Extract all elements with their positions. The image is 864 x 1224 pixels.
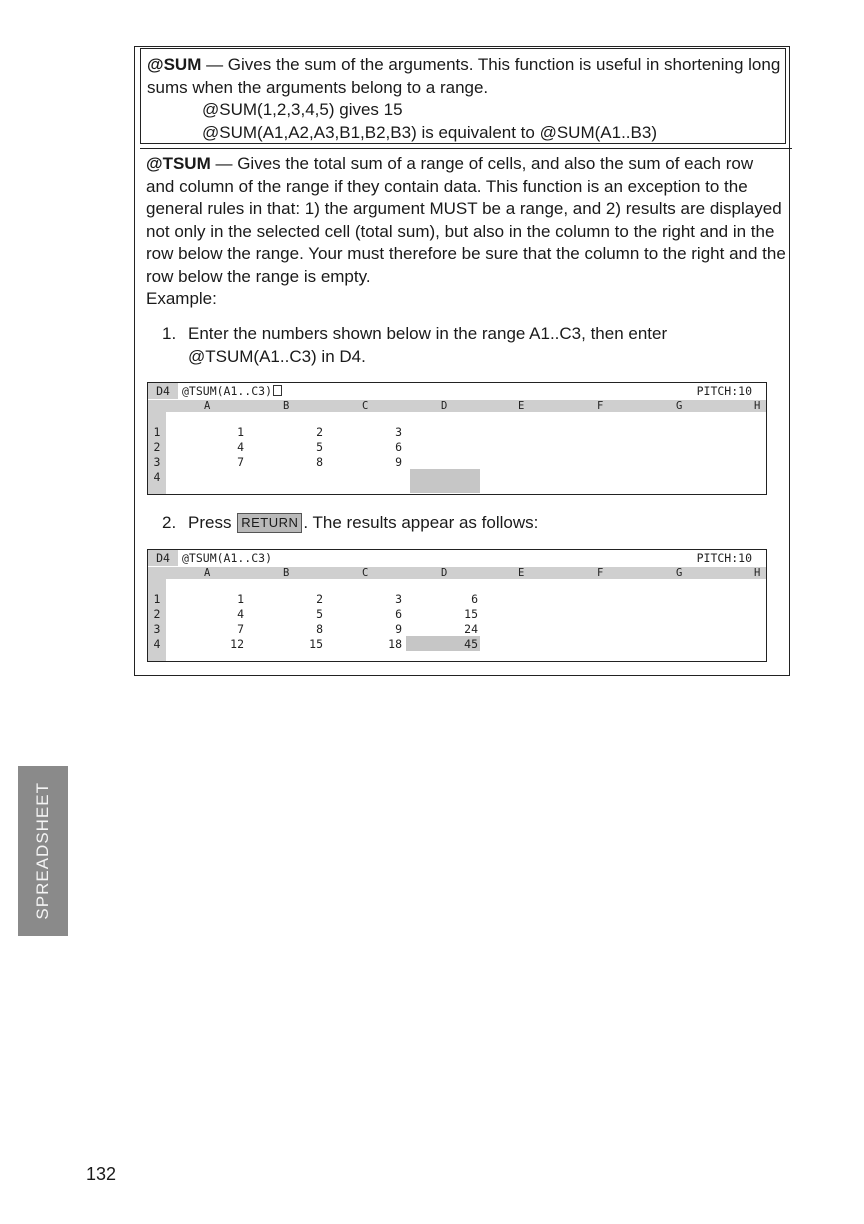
column-header-a: A (204, 567, 211, 579)
row-header-4: 4 (153, 637, 161, 651)
cell-b1: 2 (316, 592, 323, 606)
cell-b1: 2 (316, 425, 323, 439)
row-header-4: 4 (153, 470, 161, 484)
row-header-1: 1 (153, 425, 161, 439)
cell-b4: 15 (309, 637, 323, 651)
page-number: 132 (86, 1164, 117, 1184)
step-1-text-line1: Enter the numbers shown below in the range A1..C3, then enter (188, 324, 668, 343)
cell-d1: 6 (471, 592, 478, 606)
pitch-indicator: PITCH:10 (696, 551, 752, 565)
cell-c2: 6 (395, 440, 402, 454)
cell-d2: 15 (464, 607, 478, 621)
step-2 (162, 512, 538, 535)
row-header-1: 1 (153, 592, 161, 606)
cell-c3: 9 (395, 622, 402, 636)
cell-c3: 9 (395, 455, 402, 469)
step-2-text-after: . The results appear as follows: (303, 513, 539, 532)
cell-a3: 7 (237, 455, 244, 469)
column-header-a: A (204, 400, 211, 412)
cell-b2: 5 (316, 607, 323, 621)
row-header-2: 2 (153, 607, 161, 621)
column-header-e: E (518, 400, 525, 412)
sum-description-text: — Gives the sum of the arguments. This function is useful in shortening long sums when the arguments belong to a range. (147, 55, 781, 97)
selected-cell-d4 (410, 469, 480, 493)
sum-entry (140, 48, 786, 144)
tsum-description (146, 153, 786, 288)
column-header-h: H (754, 567, 761, 579)
section-tab-label: SPREADSHEET (33, 782, 52, 920)
cell-d3: 24 (464, 622, 478, 636)
cell-a1: 1 (237, 592, 244, 606)
cell-a1: 1 (237, 425, 244, 439)
cell-a4: 12 (230, 637, 244, 651)
spreadsheet-screen-after (147, 549, 767, 662)
tsum-entry (140, 148, 792, 311)
column-header-bar (148, 400, 766, 412)
row-header-3: 3 (153, 455, 161, 469)
step-1-number: 1. (162, 324, 177, 343)
tsum-keyword: @TSUM (146, 154, 211, 173)
column-header-f: F (597, 567, 604, 579)
cell-c4: 18 (388, 637, 402, 651)
return-key-icon: RETURN (237, 513, 302, 533)
sum-example-1: @SUM(1,2,3,4,5) gives 15 (202, 100, 403, 119)
step-1-text-line2: @TSUM(A1..C3) in D4. (188, 346, 366, 366)
text-cursor-icon (273, 385, 282, 396)
formula-text: @TSUM(A1..C3) (182, 384, 273, 398)
cell-d4: 45 (464, 637, 478, 651)
formula-line: @TSUM(A1..C3) (182, 551, 273, 565)
tsum-description-text: — Gives the total sum of a range of cells, and also the sum of each row and column of the range if they contain data. This function is an exception to the general rules in that: 1) the argument MUST be a range, and 2) results are displayed not only in the selected cell (total sum), but also in the column to the right and in the row below the range. Your must therefore be sure that the column to the right and the row below the range is empty. (146, 154, 786, 286)
sum-keyword: @SUM (147, 55, 202, 74)
column-header-f: F (597, 400, 604, 412)
column-header-d: D (441, 400, 448, 412)
cell-a3: 7 (237, 622, 244, 636)
cell-c1: 3 (395, 425, 402, 439)
section-tab (18, 766, 68, 936)
cell-b2: 5 (316, 440, 323, 454)
column-header-d: D (441, 567, 448, 579)
column-header-h: H (754, 400, 761, 412)
cell-a2: 4 (237, 607, 244, 621)
pitch-indicator: PITCH:10 (696, 384, 752, 398)
step-1 (162, 323, 667, 368)
column-header-e: E (518, 567, 525, 579)
column-header-c: C (362, 567, 369, 579)
step-2-text-before: Press (188, 513, 232, 532)
cell-c2: 6 (395, 607, 402, 621)
spreadsheet-screen-before (147, 382, 767, 495)
column-header-g: G (676, 400, 683, 412)
sum-example-2: @SUM(A1,A2,A3,B1,B2,B3) is equivalent to @SUM(A1..B3) (202, 122, 657, 142)
cell-b3: 8 (316, 622, 323, 636)
cell-b3: 8 (316, 455, 323, 469)
sum-description (147, 54, 785, 99)
cell-a2: 4 (237, 440, 244, 454)
row-header-3: 3 (153, 622, 161, 636)
column-header-b: B (283, 400, 290, 412)
cell-reference: D4 (148, 550, 178, 566)
example-label: Example: (146, 289, 217, 308)
column-header-bar (148, 567, 766, 579)
column-header-b: B (283, 567, 290, 579)
row-header-2: 2 (153, 440, 161, 454)
column-header-g: G (676, 567, 683, 579)
formula-line (178, 383, 282, 399)
step-2-number: 2. (162, 513, 177, 532)
column-header-c: C (362, 400, 369, 412)
cell-c1: 3 (395, 592, 402, 606)
cell-reference: D4 (148, 383, 178, 399)
